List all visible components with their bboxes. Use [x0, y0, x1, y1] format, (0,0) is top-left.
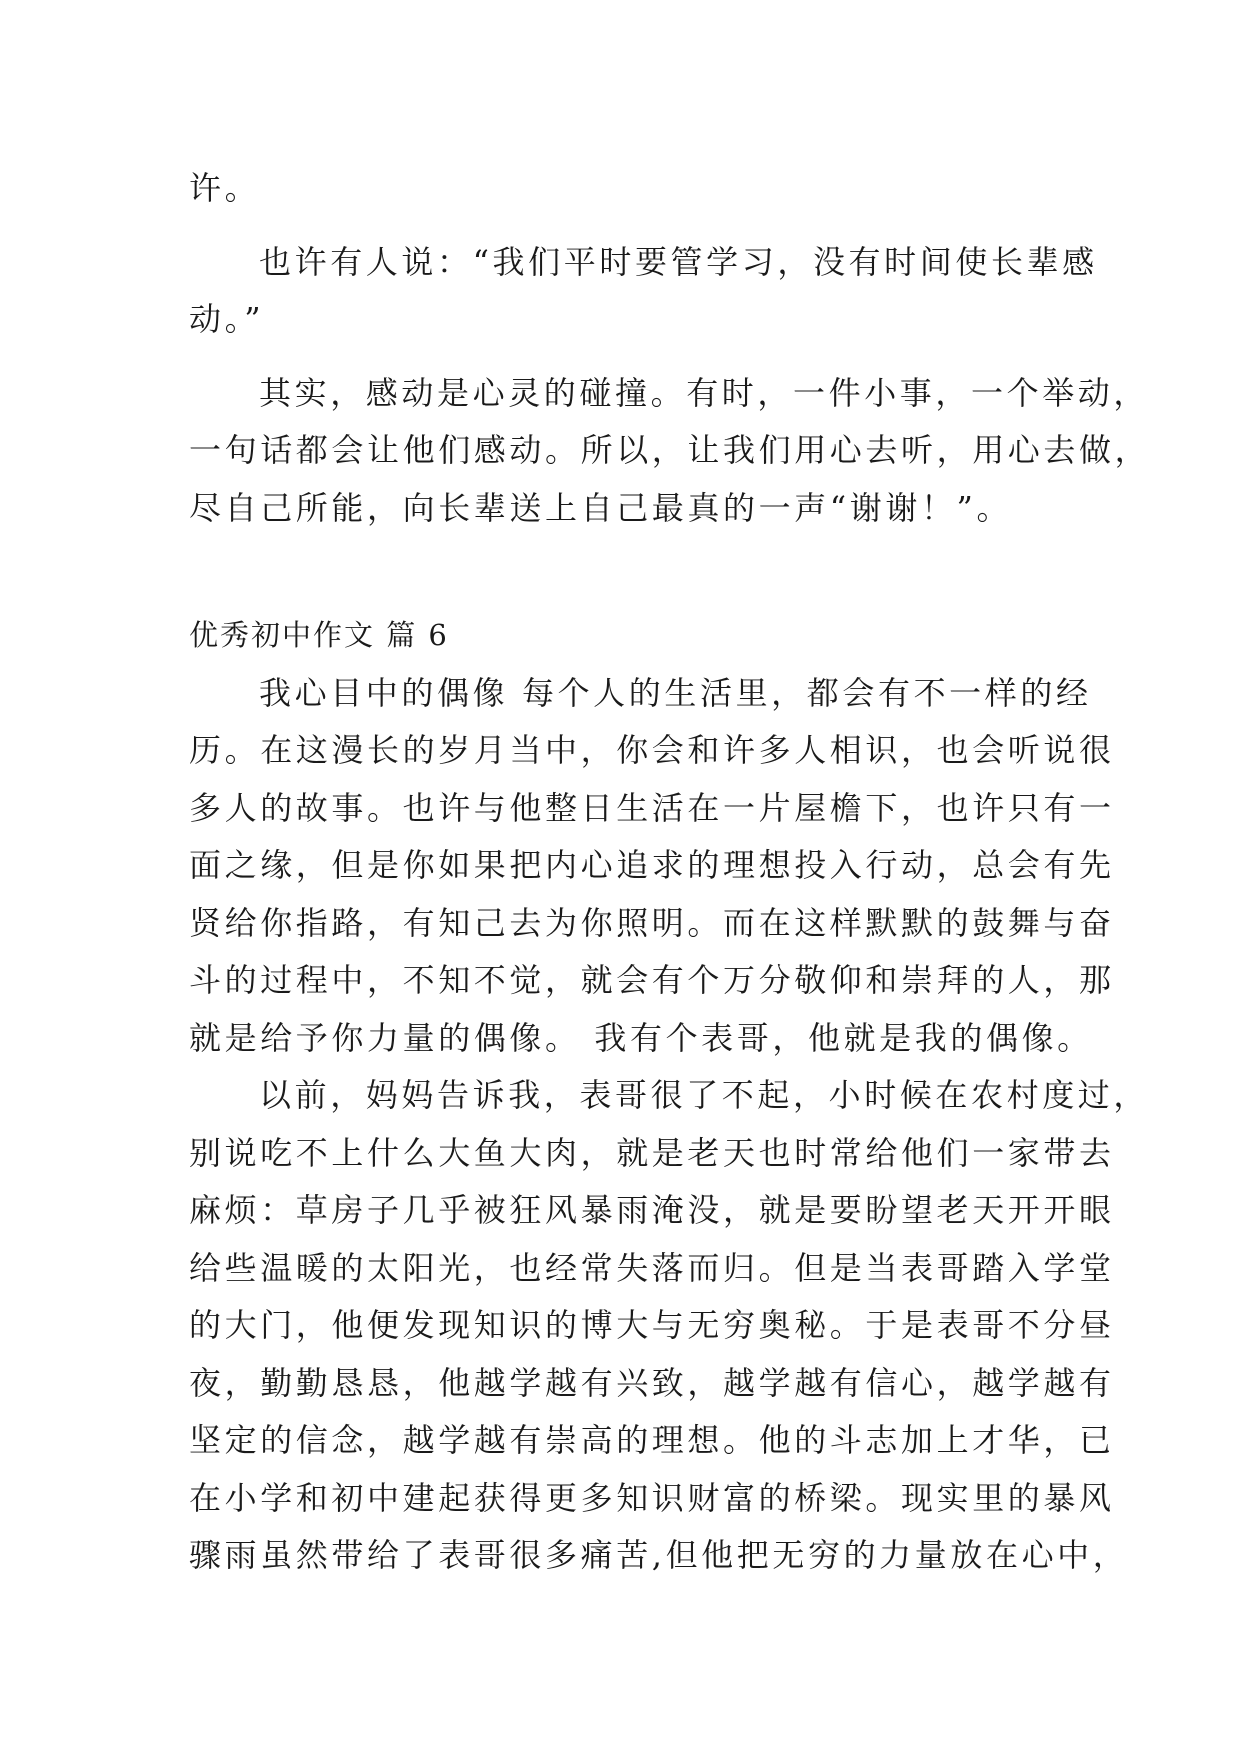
document-body: [189, 160, 1151, 1585]
text-line: 也许有人说：“我们平时要管学习，没有时间使长辈感: [259, 242, 1098, 281]
text-line: 其实，感动是心灵的碰撞。有时，一件小事，一个举动，: [259, 373, 1150, 412]
paragraph-quote: [189, 234, 1098, 349]
paragraph-cousin-story: [189, 1067, 1150, 1585]
text-line: 许。: [189, 169, 261, 207]
text-line: 以前，妈妈告诉我，表哥很了不起，小时候在农村度过，: [259, 1076, 1150, 1114]
text-line: 历。在这漫长的岁月当中，你会和许多人相识，也会听说很: [189, 731, 1115, 769]
text-line: 斗的过程中，不知不觉，就会有个万分敬仰和崇拜的人，那: [189, 961, 1115, 999]
text-line: 尽自己所能，向长辈送上自己最真的一声“谢谢！”。: [189, 488, 1013, 527]
text-line: 骤雨虽然带给了表哥很多痛苦,但他把无穷的力量放在心中，: [189, 1536, 1129, 1574]
text-line: 给些温暖的太阳光，也经常失落而归。但是当表哥踏入学堂: [189, 1248, 1115, 1287]
text-line: 别说吃不上什么大鱼大肉，就是老天也时常给他们一家带去: [189, 1133, 1115, 1172]
text-line: 面之缘，但是你如果把内心追求的理想投入行动，总会有先: [189, 846, 1115, 884]
paragraph-idol-intro: [189, 665, 1115, 1068]
text-line: 的大门，他便发现知识的博大与无穷奥秘。于是表哥不分昼: [189, 1306, 1115, 1344]
paragraph-continuation: [189, 160, 1054, 218]
text-line: 坚定的信念，越学越有崇高的理想。他的斗志加上才华，已: [189, 1421, 1115, 1459]
text-line: 多人的故事。也许与他整日生活在一片屋檐下，也许只有一: [189, 788, 1115, 827]
text-line: 夜，勤勤恳恳，他越学越有兴致，越学越有信心，越学越有: [189, 1363, 1115, 1402]
paragraph-conclusion: [189, 365, 1151, 538]
text-line: 贤给你指路，有知己去为你照明。而在这样默默的鼓舞与奋: [189, 903, 1115, 942]
text-line: 在小学和初中建起获得更多知识财富的桥梁。现实里的暴风: [189, 1478, 1115, 1517]
text-line: 动。”: [189, 300, 265, 338]
text-line: 就是给予你力量的偶像。 我有个表哥，他就是我的偶像。: [189, 1018, 1093, 1057]
section-heading: 优秀初中作文 篇 6: [189, 618, 449, 652]
text-line: 麻烦：草房子几乎被狂风暴雨淹没，就是要盼望老天开开眼: [189, 1191, 1115, 1229]
text-line: 我心目中的偶像 每个人的生活里，都会有不一样的经: [259, 673, 1092, 712]
text-line: 一句话都会让他们感动。所以，让我们用心去听，用心去做，: [189, 431, 1151, 469]
